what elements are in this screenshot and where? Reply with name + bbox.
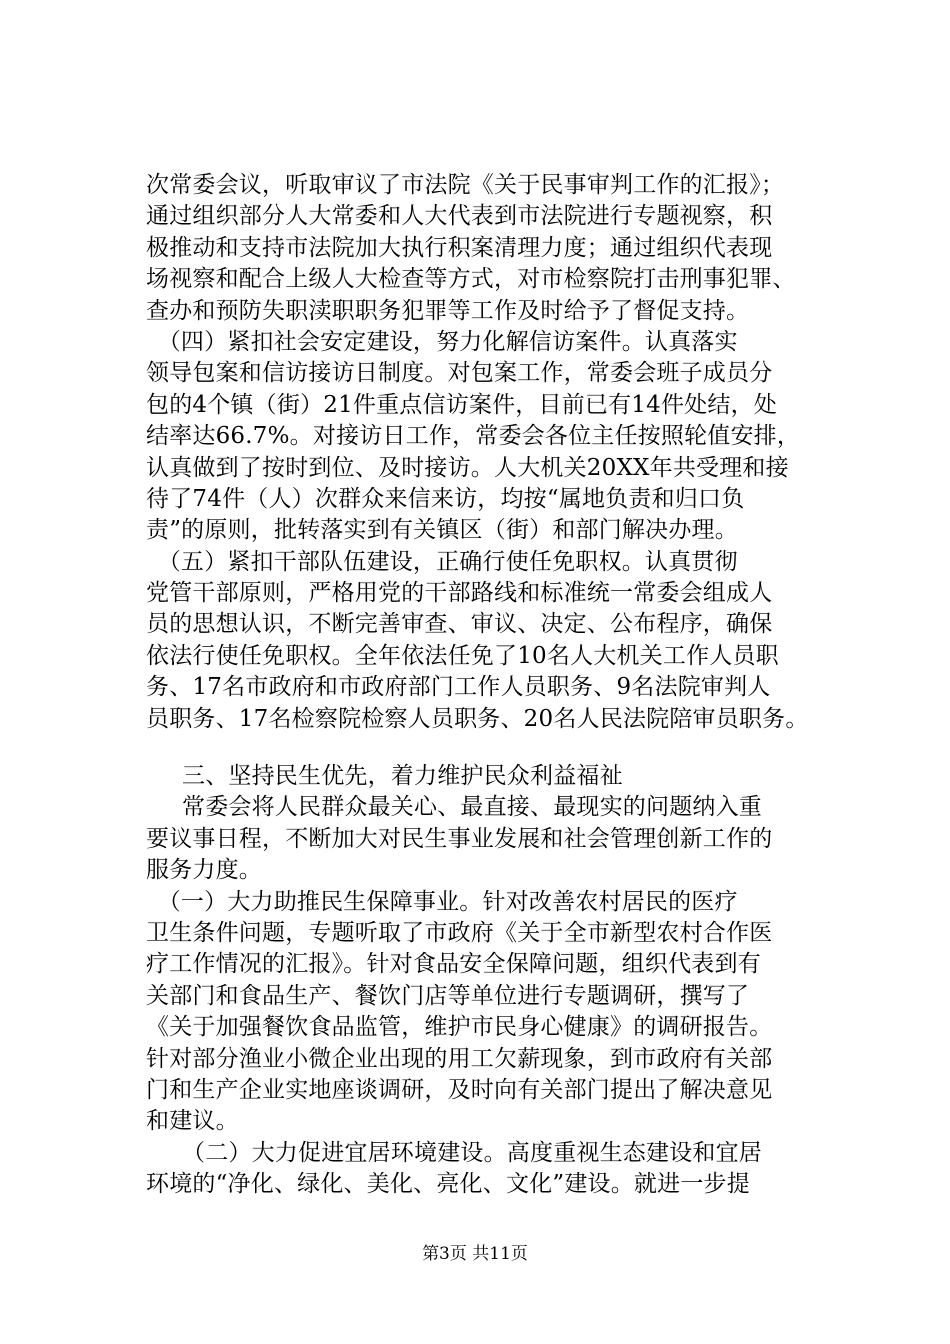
text-line: 疗工作情况的汇报》。针对食品安全保障问题，组织代表到有 bbox=[146, 951, 761, 978]
page-footer: 第3页 共11页 bbox=[422, 1244, 528, 1264]
text-line: 环境的“净化、绿化、美化、亮化、文化”建设。就进一步提 bbox=[146, 1171, 750, 1198]
text-line: 和建议。 bbox=[146, 1108, 239, 1135]
text-line: 场视察和配合上级人大检查等方式，对市检察院打击刑事犯罪、 bbox=[146, 266, 796, 293]
document-body bbox=[146, 170, 826, 1201]
text-line: 务、17名市政府和市政府部门工作人员职务、9名法院审判人 bbox=[146, 674, 771, 701]
text-line: 要议事日程，不断加大对民生事业发展和社会管理创新工作的 bbox=[146, 825, 773, 852]
text-line: （四）紧扣社会安定建设，努力化解信访案件。认真落实 bbox=[146, 328, 738, 355]
text-line: 员职务、17名检察院检察人员职务、20名人民法院陪审员职务。 bbox=[146, 705, 809, 732]
text-line: 极推动和支持市法院加大执行积案清理力度；通过组织代表现 bbox=[146, 234, 773, 261]
text-line: （二）大力促进宜居环境建设。高度重视生态建设和宜居 bbox=[182, 1139, 762, 1166]
text-line: 认真做到了按时到位、及时接访。人大机关20XX年共受理和接 bbox=[146, 454, 789, 481]
text-line: 《关于加强餐饮食品监管，维护市民身心健康》的调研报告。 bbox=[146, 1014, 773, 1041]
text-line: 通过组织部分人大常委和人大代表到市法院进行专题视察，积 bbox=[146, 203, 773, 230]
paragraph-gap bbox=[146, 735, 826, 761]
text-line: 针对部分渔业小微企业出现的用工欠薪现象，到市政府有关部 bbox=[146, 1045, 773, 1072]
body-section-2 bbox=[146, 761, 826, 1200]
text-line: （五）紧扣干部队伍建设，正确行使任免职权。认真贯彻 bbox=[146, 548, 738, 575]
text-line: 次常委会议，听取审议了市法院《关于民事审判工作的汇报》； bbox=[146, 172, 785, 198]
text-line: （一）大力助推民生保障事业。针对改善农村居民的医疗 bbox=[146, 888, 738, 915]
text-line: 待了74件（人）次群众来信来访，均按“属地负责和归口负 bbox=[146, 485, 745, 512]
text-line: 责”的原则，批转落实到有关镇区（街）和部门解决办理。 bbox=[146, 517, 738, 544]
text-line: 常委会将人民群众最关心、最直接、最现实的问题纳入重 bbox=[182, 794, 762, 821]
text-line: 卫生条件问题，专题听取了市政府《关于全市新型农村合作医 bbox=[146, 919, 773, 946]
text-line: 领导包案和信访接访日制度。对包案工作，常委会班子成员分 bbox=[146, 360, 773, 387]
text-line: 关部门和食品生产、餐饮门店等单位进行专题调研，撰写了 bbox=[146, 982, 750, 1009]
text-line: 门和生产企业实地座谈调研，及时向有关部门提出了解决意见 bbox=[146, 1076, 773, 1103]
text-line: 三、坚持民生优先，着力维护民众利益福祉 bbox=[182, 763, 623, 790]
text-line: 结率达66.7%。对接访日工作，常委会各位主任按照轮值安排， bbox=[146, 423, 801, 450]
text-line: 依法行使任免职权。全年依法任免了10名人大机关工作人员职 bbox=[146, 642, 779, 669]
body-section-1 bbox=[146, 170, 826, 735]
text-line: 党管干部原则，严格用党的干部路线和标准统一常委会组成人 bbox=[146, 580, 773, 607]
text-line: 包的4个镇（街）21件重点信访案件，目前已有14件处结，处 bbox=[146, 391, 777, 418]
text-line: 员的思想认识，不断完善审查、审议、决定、公布程序，确保 bbox=[146, 611, 773, 638]
text-line: 查办和预防失职渎职职务犯罪等工作及时给予了督促支持。 bbox=[146, 297, 750, 324]
text-line: 服务力度。 bbox=[146, 857, 262, 884]
